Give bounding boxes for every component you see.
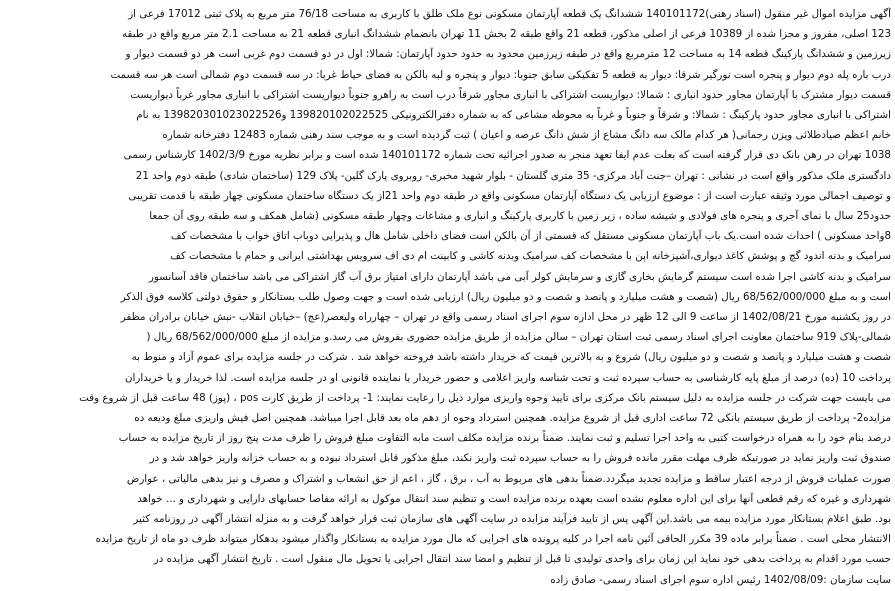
notice-line-17: شمالی-پلاک 919 ساختمان معاونت اجرای اسناد رسمی ثبت استان تهران – سالن مزایده از طریق مزایده حضوری بفروش می رسد.و مزایده از مبلغ 68/562/000/000 ریال ( <box>146 331 891 344</box>
notice-line-8: 1038 تهران در رهن بانک دی قرار گرفته است که بعلت عدم ایفا تعهد منجر به صدور اجرائیه تحت شماره 140101172 شده است و برابر نظریه مورخ 1402/3/9 کارشناس رسمی <box>123 149 891 162</box>
notice-line-18: شصت و هشت میلیارد و پانصد و شصت و دو میلیون ریال) شروع و به بالاترین قیمت که خریدار داشته باشد فروخته خواهد شد . شرکت در جلسه مزایده برای عموم آزاد و منوط به <box>131 351 891 364</box>
notice-line-15: است و به مبلغ 68/562/000/000 ریال (شصت و هشت میلیارد و پانصد و شصت و دو میلیون ریال) ارزیابی شده است و جهت وصول طلب بستانکار و حقوق دولتی کلاسه فوق الذکر <box>120 290 891 303</box>
notice-line-11: حدود25 سال با نمای آجری و پنجره های فولادی و شیشه ساده ، زیر زمین با کاربری پارکینگ و انباری و مشاعات وچهار طبقه مسکونی (شامل همکف و سه طبقه روی آن جمعا <box>149 210 891 223</box>
notice-line-1: آگهی مزایده اموال غیر منقول (اسناد رهنی)140101172 ششدانگ یک قطعه آپارتمان مسکونی نوع ملک طلق با کاربری به مساحت 76/18 متر مربع به پلاک ثبتی 17012 فرعی از <box>128 8 891 20</box>
notice-line-5: قسمت دیوار مشترک با آپارتمان مجاور حدود انباری : شمالا: دیواریست اشتراکی با انباری مجاور شرقاً درب است به راهرو جنوباً دیواریست اشتراکی با انباری مجاور غرباً دیواریست <box>130 88 891 101</box>
notice-line-3: زیرزمین و ششدانگ پارکینگ قطعه 14 به مساحت 12 مترمربع واقع در طبقه زیرزمین محدود به حدود حدود آپارتمان: شمالا: اول در دو قسمت دوم غربی است هر دو قسمت دیوار و <box>125 48 891 61</box>
notice-line-24: صورت عملیات فروش از درجه اعتبار ساقط و مزایده تجدید میگردد.ضمناً بدهی های مربوط به آب ، برق ، گاز ، اعم از حق انشعاب و اشتراک و مصرف و نیز بدهی مالیاتی ، عوارض <box>126 472 891 485</box>
notice-line-12: 8واحد مسکونی ) احداث شده است.یک باب آپارتمان مسکونی مستقل که قسمتی از آن بالکن است فضای داخلی شامل هال و پذیرایی دوباب اتاق خواب با مشخصات کف <box>170 230 891 243</box>
notice-line-4: درب باره پله دوم دیوار و پنجره است نورگیر شرقا: دیوار به قطعه 5 تفکیکی سابق جنوبا: دیوار و پنجره و لبه بالکن به فضای حیاط غربا: در سه قسمت دوم شمالی است هر سه قسمت <box>110 68 891 81</box>
notice-line-23: صندوق ثبت واریز نماید در صورتیکه ظرف مهلت مقرر مانده فروش را به حساب سپرده ثبت واریز نکند، مبلغ مذکور قابل استرداد نبوده و به حساب خزانه واریز خواهد شد و در <box>149 452 891 465</box>
notice-line-20: می بایست جهت شرکت در جلسه مزایده به دلیل سیستم بانک مرکزی برای تایید وجوه واریزی موارد ذیل را رعایت نمایند: 1- پرداخت از طریق کارت pos ، (پوز) 48 ساعت قبل از شروع وقت <box>79 391 891 404</box>
notice-line-29: سایت سازمان :1402/08/09 رئیس اداره سوم اجرای اسناد رسمی- صادق زاده <box>550 573 891 586</box>
notice-line-10: و توصیف اجمالی مورد وثیقه عبارت است از : موضوع ارزیابی یک دستگاه آپارتمان مسکونی واقع در طبقه دوم واحد 21از یک دستگاه ساختمان مسکونی چهار طبقه با قدمت تقریبی <box>128 189 891 202</box>
notice-line-14: سرامیک و بدنه کاشی اجرا شده است سیستم گرمایش بخاری گازی و سرمایش کولر آبی می باشد آپارتمان دارای امتیاز برق آب گاز اشتراکی می باشد ساختمان فاقد آسانسور <box>148 270 891 283</box>
notice-line-26: بود. طبق اعلام بستانکار مورد مزایده بیمه می باشد.این آگهی پس از تایید فرآیند مزایده در سایت آگهی های سازمان ثبت قرار خواهد گرفت و به منزله انتشار آگهی در روزنامه کثیر <box>133 513 891 526</box>
notice-line-25: شهرداری و غیره که رقم قطعی آنها برای این اداره معلوم نشده است بعهده برنده مزایده است و تنظیم سند انتقال موکول به ارائه مفاصا حسابهای دارایی و شهرداری و ... خواهد <box>137 492 891 505</box>
notice-line-22: درصد بنام خود را به همراه درخواست کتبی به واحد اجرا تسلیم و ثبت نمایند. ضمناً برنده مزایده مکلف است مابه التفاوت مبلغ فروش را ظرف مدت پنج روز از تاریخ مزایده به حساب <box>118 432 891 445</box>
notice-line-19: پرداخت 10 (ده) درصد از مبلغ پایه کارشناسی به حساب سپرده ثبت و تحت شناسه واریز اعلامی و حضور خریدار یا نماینده قانونی او در جلسه مزایده است. لذا خریدار و یا خریداران <box>124 371 891 384</box>
notice-line-21: مزایده2- پرداخت از طریق سیستم بانکی 72 ساعت اداری قبل از شروع مزایده. همچنین استرداد وجوه از دهم ماه بعد قابل اجرا میباشد. همچنین اصل فیش واریزی مبلغ ودیعه ده <box>134 412 891 425</box>
notice-line-7: خانم اعظم صیادطلائی ویزن رحمانی( هر کدام مالک سه دانگ مشاع از شش دانگ عرصه و اعیان ) ثبت گردیده است و به موجب سند رهنی شماره 12483 دفترخانه شماره <box>162 129 891 142</box>
notice-line-27: الانتشار محلی است . ضمناً برابر ماده 39 مکرر الحاقی آئین نامه اجرا در کلیه پرونده های اجرایی که مال مورد مزایده به بستانکار واگذار میشود بدهکار میتواند ظرف دو ماه از تاریخ مزایده <box>95 533 891 546</box>
notice-line-6: اشتراکی با انباری مجاور حدود پارکینگ : شمالا: و شرقاً و جنوباً و غرباً به محوطه مشاعی که به شماره دفترالکترونیکی 139820102022525 و139820301023022526 به نام <box>136 109 891 122</box>
notice-line-28: حسب مورد اقدام به پرداخت بدهی خود نماید این زمان برای واحدی تولیدی تا قبل از تنظیم و امضا سند انتقال اجرایی یا تحویل مال منقول است . تاریخ انتشار آگهی مزایده در <box>153 553 891 566</box>
notice-line-9: دادگستری ملک مذکور واقع است در نشانی : تهران –جنت آباد مرکزی- 35 متری گلستان - بلوار شهید مخبری- روبروی پارک گلین- پلاک 129 (ساختمان شادی) طبقه دوم واحد 21 <box>135 169 891 182</box>
notice-line-2: 123 اصلی، مفروز و مجزا شده از 10389 فرعی از اصلی مذکور، قطعه 21 واقع طبقه 2 بخش 11 تهران بانضمام ششدانگ انباری قطعه 21 به مساحت 2.1 متر مربع واقع در طبقه <box>121 28 891 41</box>
notice-line-13: سرامیک و بدنه اندود گچ و پوشش کاغذ دیواری،آشپزخانه اپن با مشخصات کف سرامیک وبدنه کاشی و کابینت ام دی اف سرویس بهداشتی ایرانی و حمام با مشخصات کف <box>170 250 891 263</box>
notice-line-16: در روز یکشنبه مورخ 1402/08/21 از ساعت 9 الی 12 ظهر در محل اداره سوم اجرای اسناد رسمی واقع در تهران – چهارراه ولیعصر(عج) –خیابان انقلاب -نبش خیابان برادران مظفر <box>120 311 891 324</box>
